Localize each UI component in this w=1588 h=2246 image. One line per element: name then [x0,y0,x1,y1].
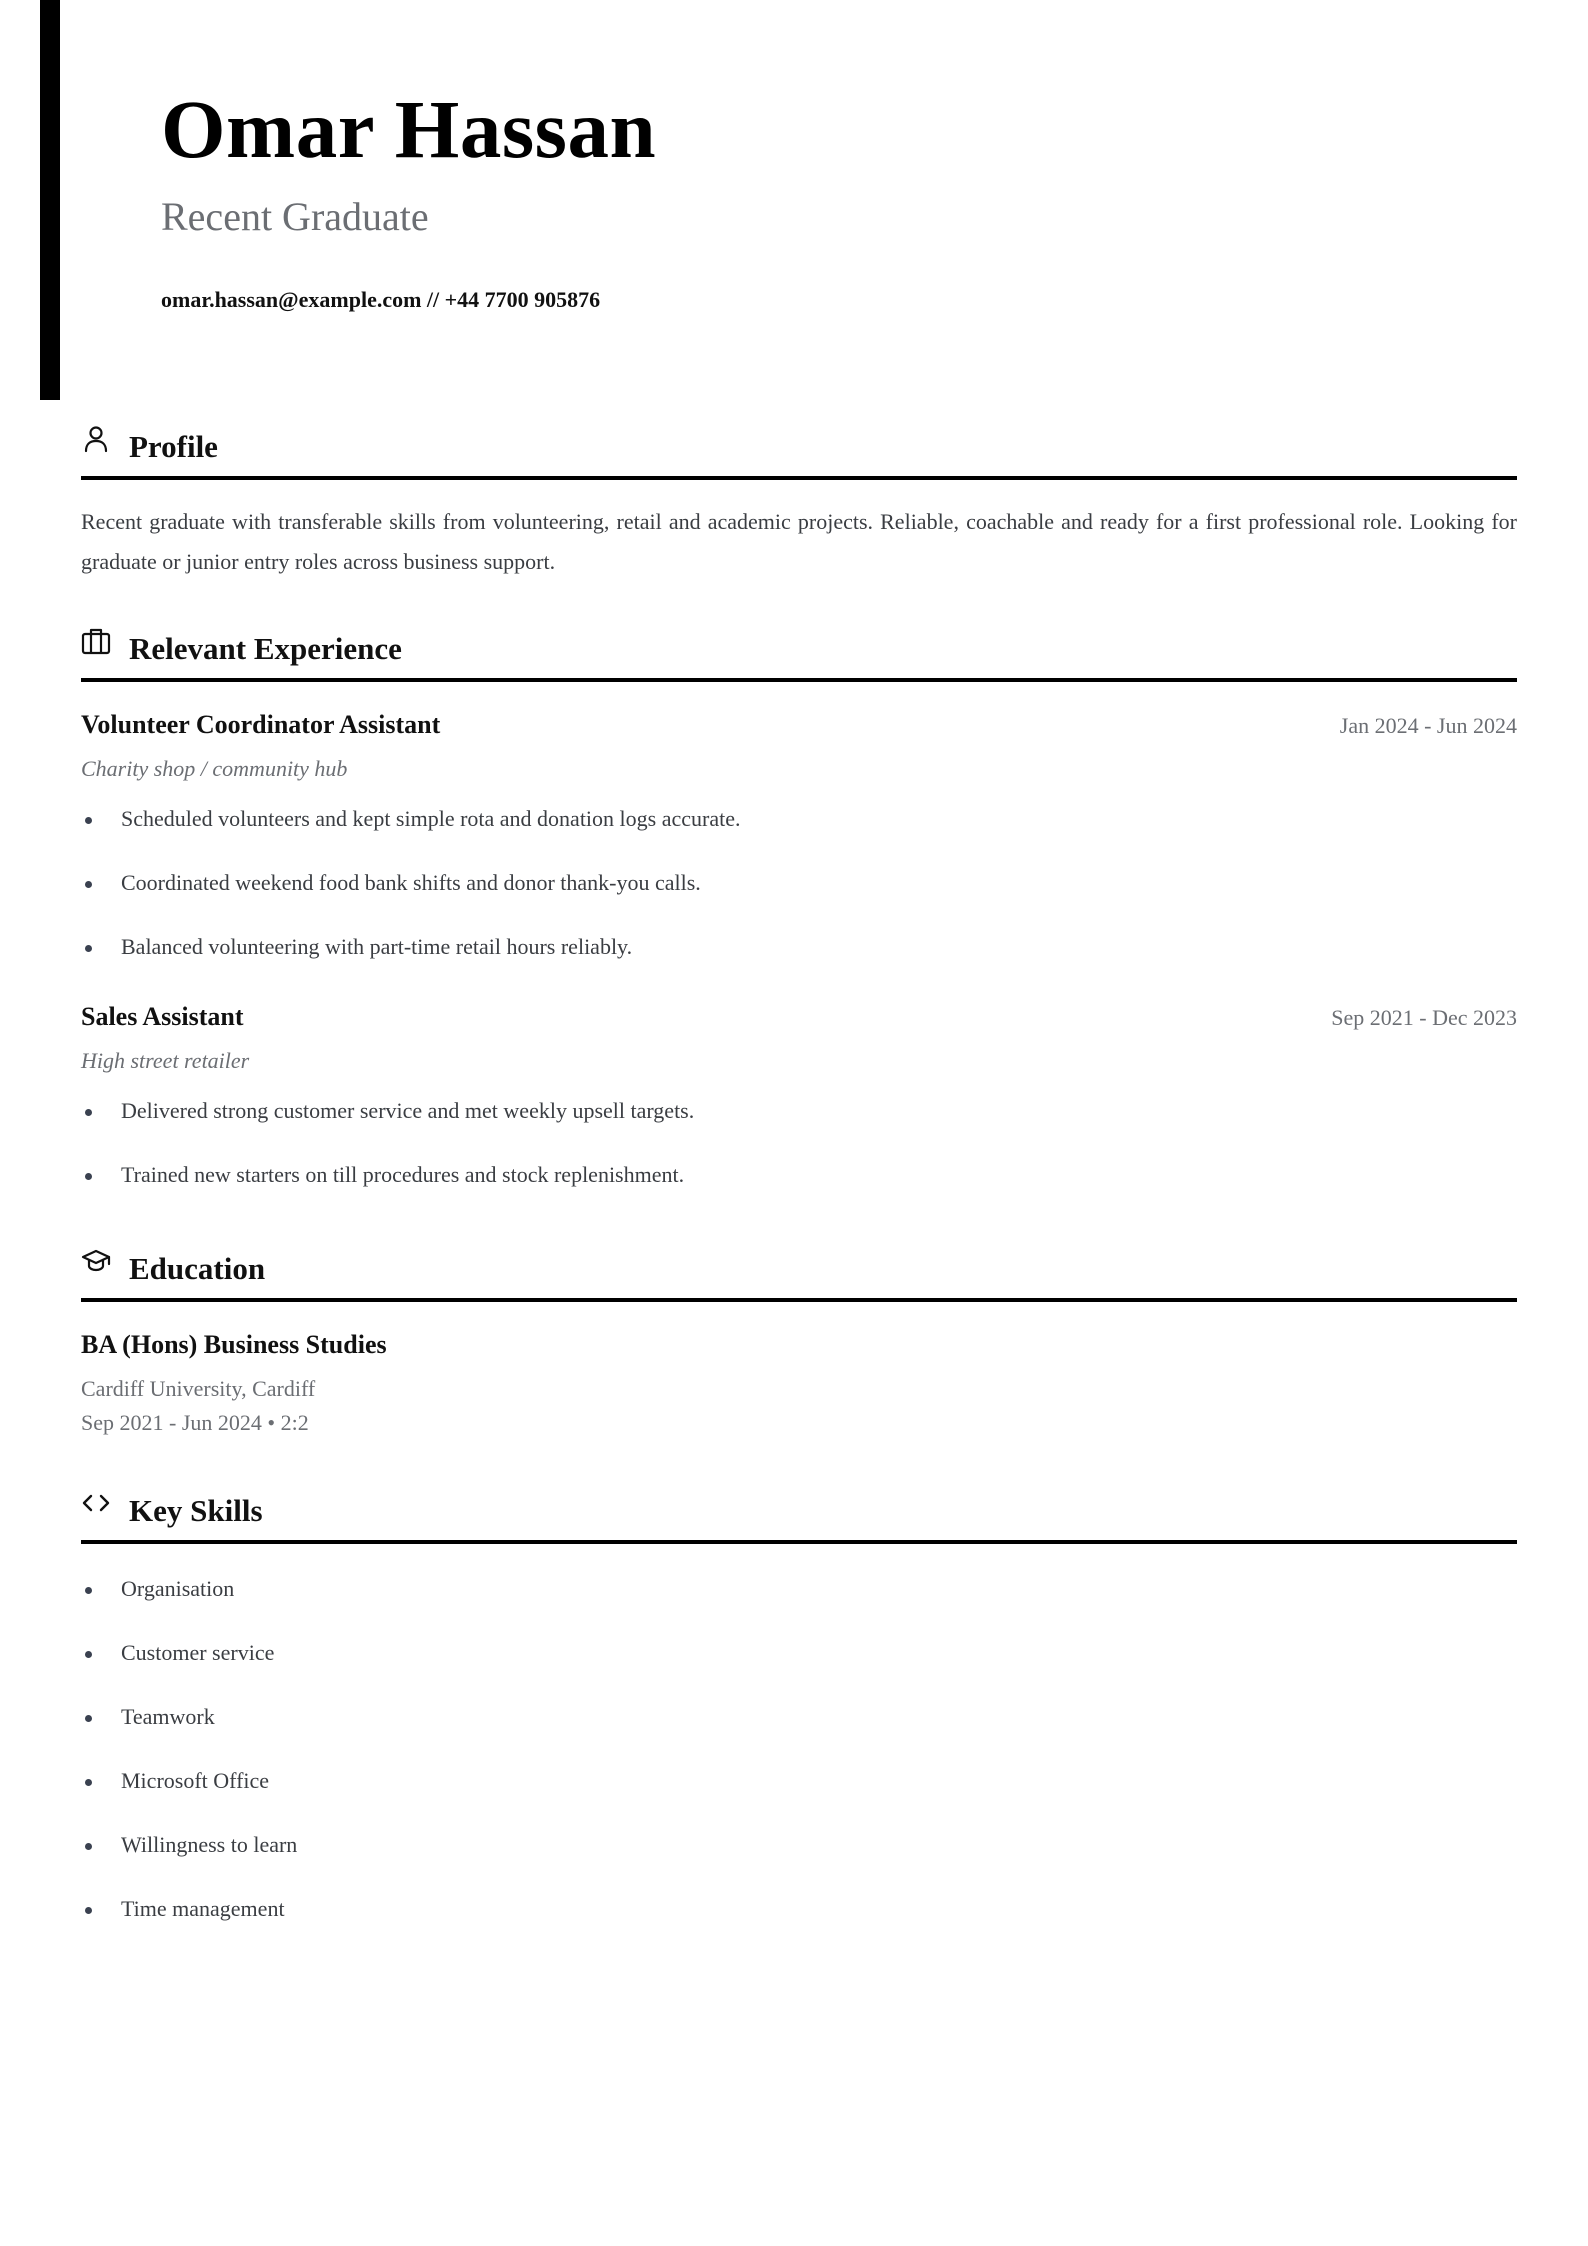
list-item: Scheduled volunteers and kept simple rota and donation logs accurate. [81,802,1517,866]
profile-summary: Recent graduate with transferable skills from volunteering, retail and academic projects. Reliable, coachable and ready for a first professional role. Looking for graduate or junior entry roles across business support. [81,509,1517,574]
job-organisation: High street retailer [81,1048,250,1073]
institution: Cardiff University, Cardiff [81,1376,316,1401]
candidate-title: Recent Graduate [161,194,429,239]
job-entry [81,710,1517,994]
job-bullets [81,1094,1517,1222]
experience-section [81,622,1517,1222]
job-date: Jan 2024 - Jun 2024 [1339,713,1517,738]
briefcase-icon [81,626,111,656]
list-item: Teamwork [81,1700,1517,1764]
section-heading [81,420,1517,480]
list-item: Customer service [81,1636,1517,1700]
list-item: Balanced volunteering with part-time retail hours reliably. [81,930,1517,994]
section-title: Profile [129,429,218,464]
degree-title: BA (Hons) Business Studies [81,1330,387,1359]
skills-list [81,1572,1517,1956]
resume-header [161,83,1461,312]
job-title: Sales Assistant [81,1002,244,1031]
profile-section [81,420,1517,582]
job-title: Volunteer Coordinator Assistant [81,710,441,739]
list-item: Trained new starters on till procedures and stock replenishment. [81,1158,1517,1222]
job-date: Sep 2021 - Dec 2023 [1331,1005,1517,1030]
accent-bar [40,0,60,400]
resume-body [81,420,1517,1956]
list-item: Delivered strong customer service and met weekly upsell targets. [81,1094,1517,1158]
graduation-cap-icon [81,1246,111,1276]
section-title: Relevant Experience [129,631,402,666]
section-heading [81,1484,1517,1544]
list-item: Microsoft Office [81,1764,1517,1828]
skills-section [81,1484,1517,1956]
list-item: Willingness to learn [81,1828,1517,1892]
section-heading [81,622,1517,682]
list-item: Time management [81,1892,1517,1956]
person-icon [81,424,111,454]
job-entry [81,1002,1517,1222]
section-title: Key Skills [129,1493,263,1528]
contact-line: omar.hassan@example.com // +44 7700 905876 [161,287,601,312]
list-item: Organisation [81,1572,1517,1636]
job-bullets [81,802,1517,994]
education-section [81,1242,1517,1434]
section-title: Education [129,1251,266,1286]
job-organisation: Charity shop / community hub [81,756,348,781]
code-brackets-icon [81,1488,111,1518]
education-details: Sep 2021 - Jun 2024 • 2:2 [81,1410,309,1435]
candidate-name: Omar Hassan [161,83,657,175]
section-heading [81,1242,1517,1302]
list-item: Coordinated weekend food bank shifts and donor thank-you calls. [81,866,1517,930]
